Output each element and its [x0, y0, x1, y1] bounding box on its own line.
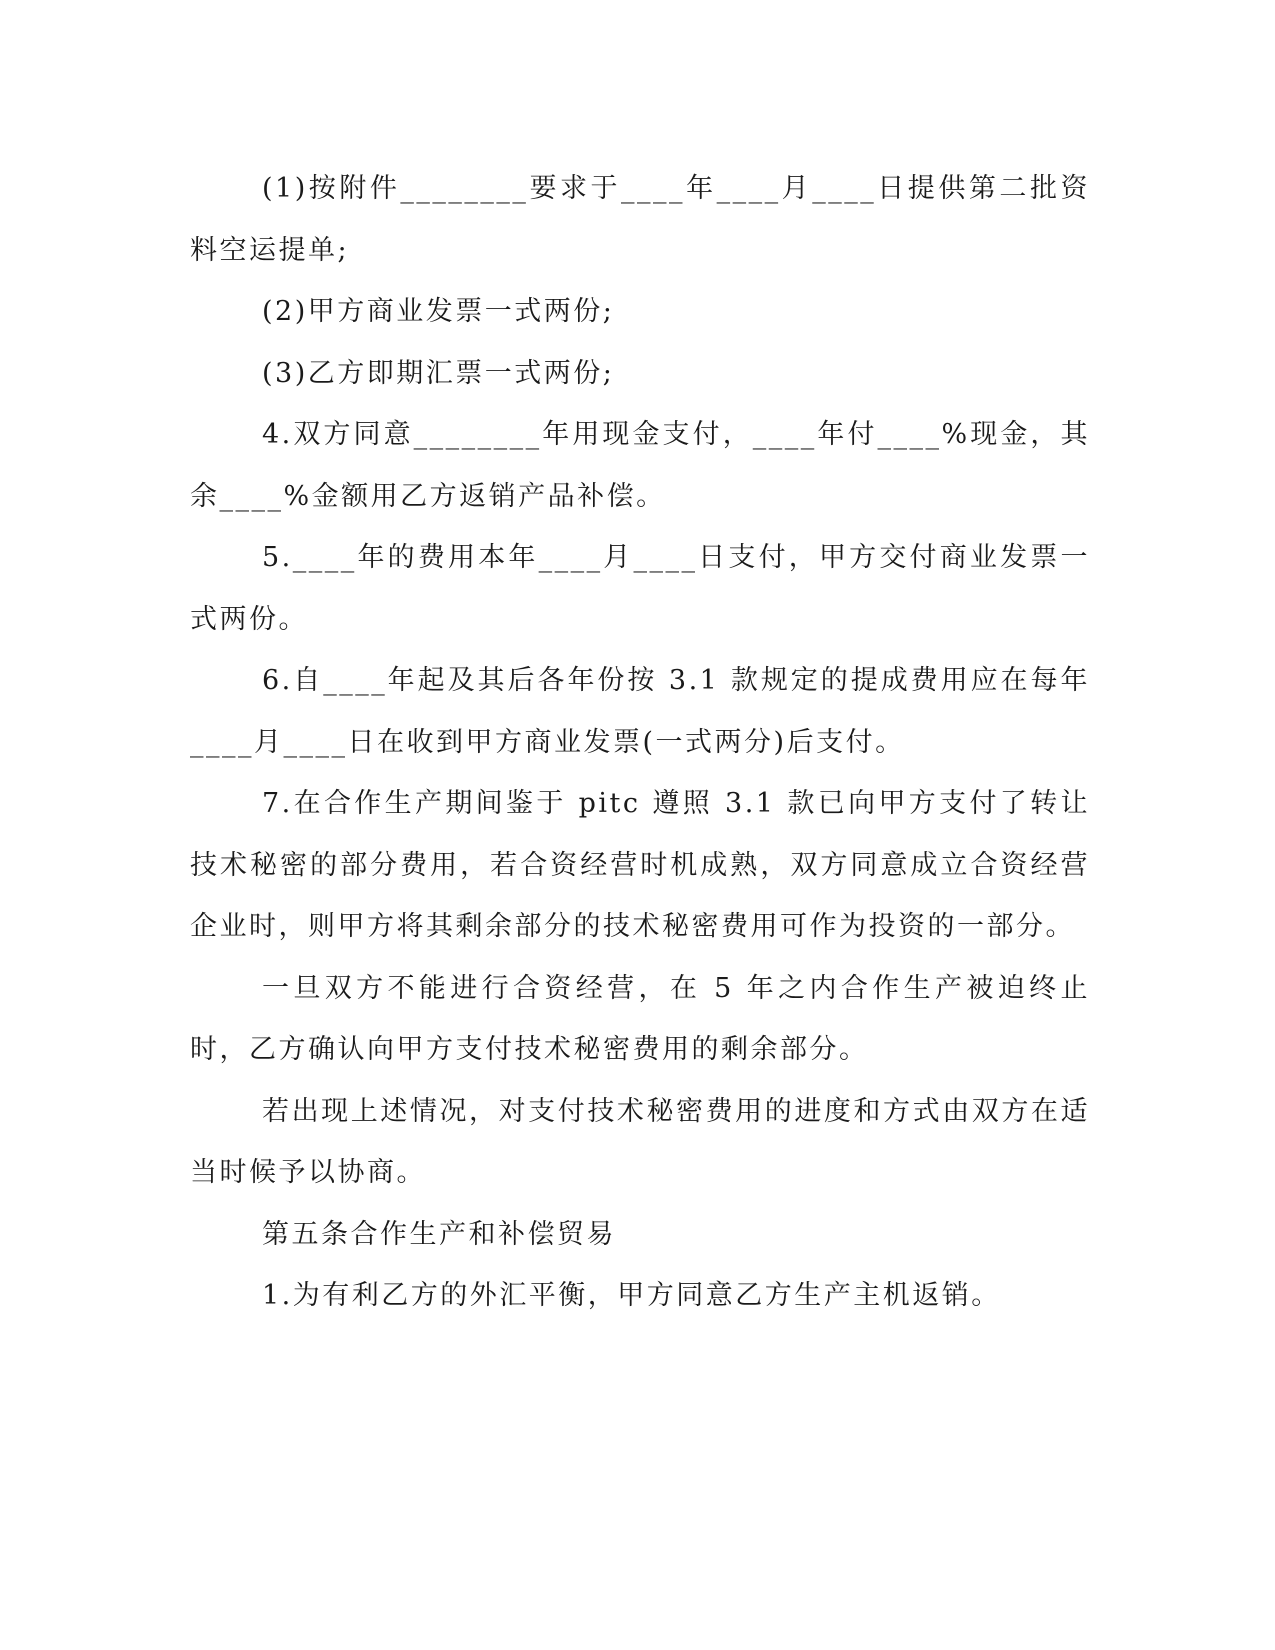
article-5-heading: 第五条合作生产和补偿贸易 — [262, 1218, 616, 1250]
clause-item-3: (3)乙方即期汇票一式两份; — [262, 357, 615, 389]
termination-paragraph: 一旦双方不能进行合资经营，在 5 年之内合作生产被迫终止时，乙方确认向甲方支付技术秘密费用的剩余部分。 — [190, 972, 1090, 1065]
article-5-clause-1: 1.为有利乙方的外汇平衡，甲方同意乙方生产主机返销。 — [262, 1280, 1001, 1311]
clause-5-fee-payment: 5.____年的费用本年____月____日支付，甲方交付商业发票一式两份。 — [190, 542, 1090, 635]
clause-item-2: (2)甲方商业发票一式两份; — [262, 296, 615, 327]
clause-item-1: (1)按附件________要求于____年____月____日提供第二批资料空运提单; — [190, 173, 1090, 266]
document-body — [190, 158, 1090, 1327]
clause-7-joint-venture: 7.在合作生产期间鉴于 pitc 遵照 3.1 款已向甲方支付了转让技术秘密的部分费用，若合资经营时机成熟，双方同意成立合资经营企业时，则甲方将其剩余部分的技术秘密费用可作为投资的一部分。 — [190, 788, 1090, 942]
negotiation-paragraph: 若出现上述情况，对支付技术秘密费用的进度和方式由双方在适当时候予以协商。 — [190, 1095, 1090, 1188]
clause-6-royalty-payment: 6.自____年起及其后各年份按 3.1 款规定的提成费用应在每年____月____日在收到甲方商业发票(一式两分)后支付。 — [190, 665, 1090, 758]
clause-4-cash-payment: 4.双方同意________年用现金支付，____年付____%现金，其余____%金额用乙方返销产品补偿。 — [190, 419, 1090, 512]
